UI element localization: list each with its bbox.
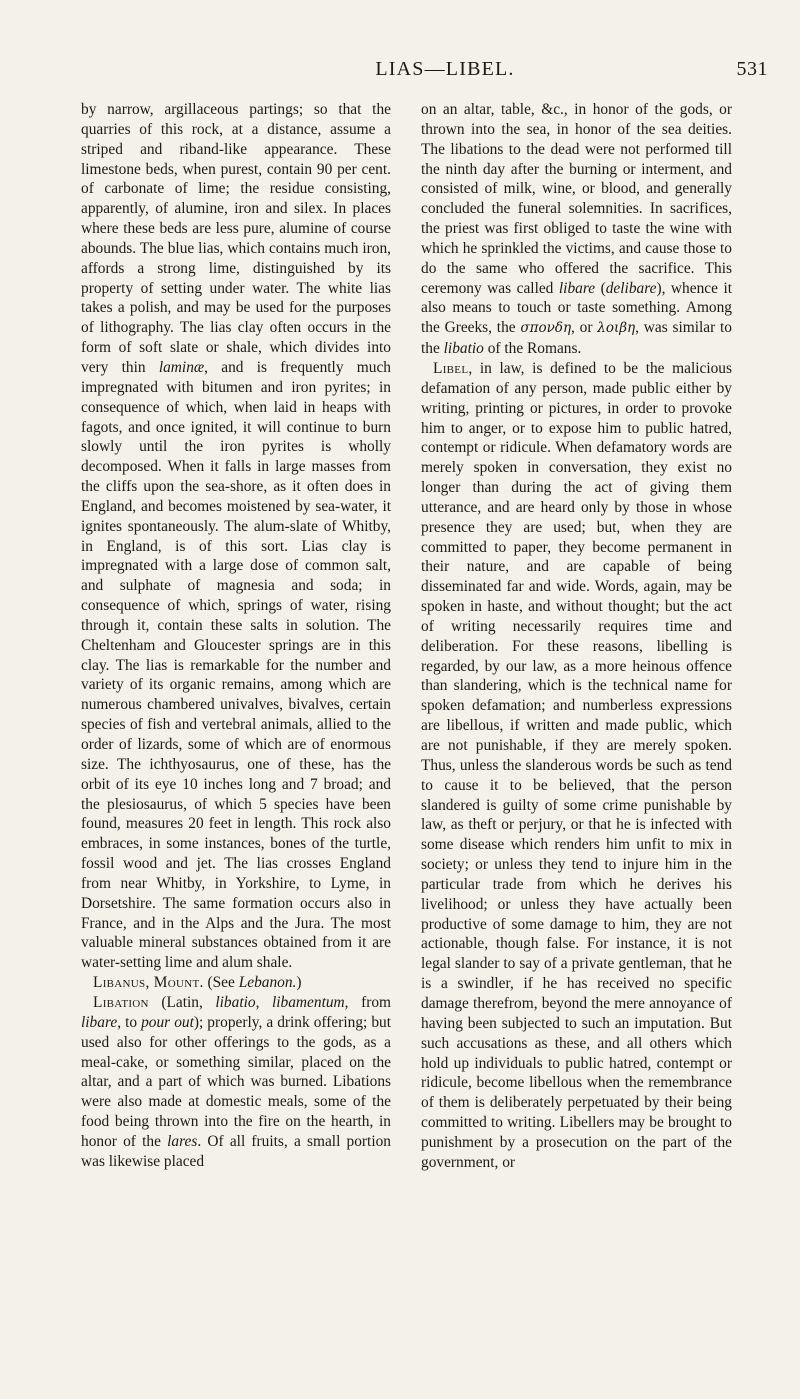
italic-term: lares: [167, 1132, 198, 1150]
text-run: (See: [203, 974, 239, 992]
text-run: of the Romans.: [483, 340, 582, 358]
text-run: by narrow, argillaceous partings; so that the quarries of this rock, at a distance, assume a striped and riband-like appearance. These limestone beds, when purest, contain 90 per cent. of carbonate of lime; the residue consisting, apparently, of alumine, iron and silex. In places where these beds are less pure, alumine of course abounds. The blue lias, which contains much iron, affords a strong lime, distinguished by its property of setting under water. The white lias takes a polish, and may be used for the purposes of lithography. The lias clay often occurs in the form of soft slate or shale, which divides into very thin: [81, 101, 391, 376]
greek-term: σπονδη: [520, 320, 572, 337]
text-run: . Of all fruits, a small portion was likewise placed: [81, 1132, 391, 1170]
text-run: (: [595, 279, 606, 297]
italic-term: libare: [81, 1013, 118, 1031]
entry-headword: Libel: [433, 359, 469, 377]
text-run: on an altar, table, &c., in honor of the gods, or thrown into the sea, in honor of the sea deities. The libations to the dead were not performed till the ninth day after the burning or interment, and consisted of milk, wine, or blood, and generally concluded the funeral solemnities. In sacrifices, the priest was first obliged to taste the wine with which he sprinkled the victims, and cause those to do the same who offered the sacrifice. This ceremony was called: [421, 101, 732, 297]
italic-term: pour out: [141, 1013, 194, 1031]
cross-reference: Lebanon.: [238, 974, 297, 992]
italic-term: libare: [558, 279, 596, 297]
italic-term: delibare: [605, 279, 657, 297]
text-run: , in law, is defined to be the malicious defamation of any person, made public either by writing, printing or pictures, in order to provoke him to anger, or to expose him to public hatred, contempt or ridicule. When defamatory words are merely spoken in conversation, they exist no longer than during the act of giving them utterance, and are heard only by those in whose presence they are used; but, when they are committed to paper, they become permanent in their nature, and are capable of being disseminated far and wide. Words, again, may be spoken in haste, and without thought; but the act of writing necessarily requires time and deliberation. For these reasons, libelling is regarded, by our law, as a more heinous offence than slandering, which is the technical name for spoken defamation; and numberless expressions are libellous, if written and made public, which are not punishable, if they are merely spoken. Thus, unless the slanderous words be such as tend to cause it to be believed, that the person slandered is guilty of some crime punishable by law, as theft or perjury, or that he is infected with some disease which renders him unfit to mix in society; or unless they tend to injure him in the particular trade from which he derives his livelihood; or unless they have actually been productive of some damage to him, they are not actionable, though false. For instance, it is not legal slander to say of a private gentleman, that he is a swindler, if he has received no specific damage therefrom, beyond the mere annoyance of having been subjected to such an imputation. But such accusations as these, and all others which hold up individuals to public hatred, contempt or ridicule, become libellous when the remembrance of them is deliberately perpetuated by their being committed to writing. Libellers may be brought to punishment by a prosecution on the part of the government, or: [421, 359, 732, 1171]
text-run: ): [296, 974, 302, 992]
greek-term: λοιβη: [597, 320, 636, 337]
italic-term: libatio: [215, 993, 256, 1011]
text-run: (Latin,: [148, 993, 216, 1011]
text-run: , or: [571, 319, 598, 337]
text-run: ); properly, a drink offering; but used also for other offerings to the gods, as a meal-cake, or something similar, placed on the altar, and a part of which was burned. Libations were also made at domestic meals, some of the food being thrown into the fire on the hearth, in honor of the: [81, 1013, 391, 1150]
libation-continuation-paragraph: [421, 100, 732, 359]
entry-headword: Libanus, Mount.: [93, 974, 204, 992]
entry-libanus: [81, 973, 391, 993]
lias-continuation-paragraph: [81, 100, 391, 973]
text-run: , and is frequently much impregnated with bitumen and iron pyrites; in consequence of which, when laid in heaps with fagots, and once ignited, it will continue to burn slowly until the iron pyrites is wholly decomposed. When it falls in large masses from the cliffs upon the sea-shore, as it often does in England, and becomes moistened by sea-water, it ignites spontaneously. The alum-slate of Whitby, in England, is of this sort. Lias clay is impregnated with a large dose of common salt, and sulphate of magnesia and soda; in consequence of which, springs of water, rising through it, contain these salts in solution. The Cheltenham and Gloucester springs are in this clay. The lias is remarkable for the number and variety of its organic remains, among which are numerous chambered univalves, bivalves, certain species of fish and vertebral animals, allied to the order of lizards, some of which are of enormous size. The ichthyosaurus, one of these, has the orbit of its eye 10 inches long and 7 broad; and the plesiosaurus, of which 5 species have been found, measures 20 feet in length. This rock also embraces, in some instances, bones of the turtle, fossil wood and jet. The lias crosses England from near Whitby, in Yorkshire, to Lyme, in Dorsetshire. The same formation occurs also in France, and in the Alps and the Jura. The most valuable mineral substances obtained from it are water-setting lime and alum shale.: [81, 358, 391, 972]
right-column: [421, 100, 732, 1173]
left-column: [81, 100, 391, 1172]
text-run: ,: [255, 993, 272, 1011]
entry-headword: Libation: [93, 993, 149, 1011]
text-run: ), whence it also means to touch or taste something. Among the Greeks, the: [421, 279, 732, 337]
entry-libation: [81, 993, 391, 1172]
italic-term: libatio: [443, 340, 484, 358]
running-header: [78, 58, 772, 90]
italic-term: libamentum: [271, 993, 345, 1011]
italic-term: laminæ: [158, 358, 205, 376]
page-number: 531: [736, 58, 768, 80]
text-run: , to: [117, 1013, 142, 1031]
text-run: , from: [344, 993, 391, 1011]
text-run: , was similar to the: [421, 319, 732, 358]
entry-libel: [421, 359, 732, 1173]
running-title: LIAS—LIBEL.: [375, 58, 515, 80]
